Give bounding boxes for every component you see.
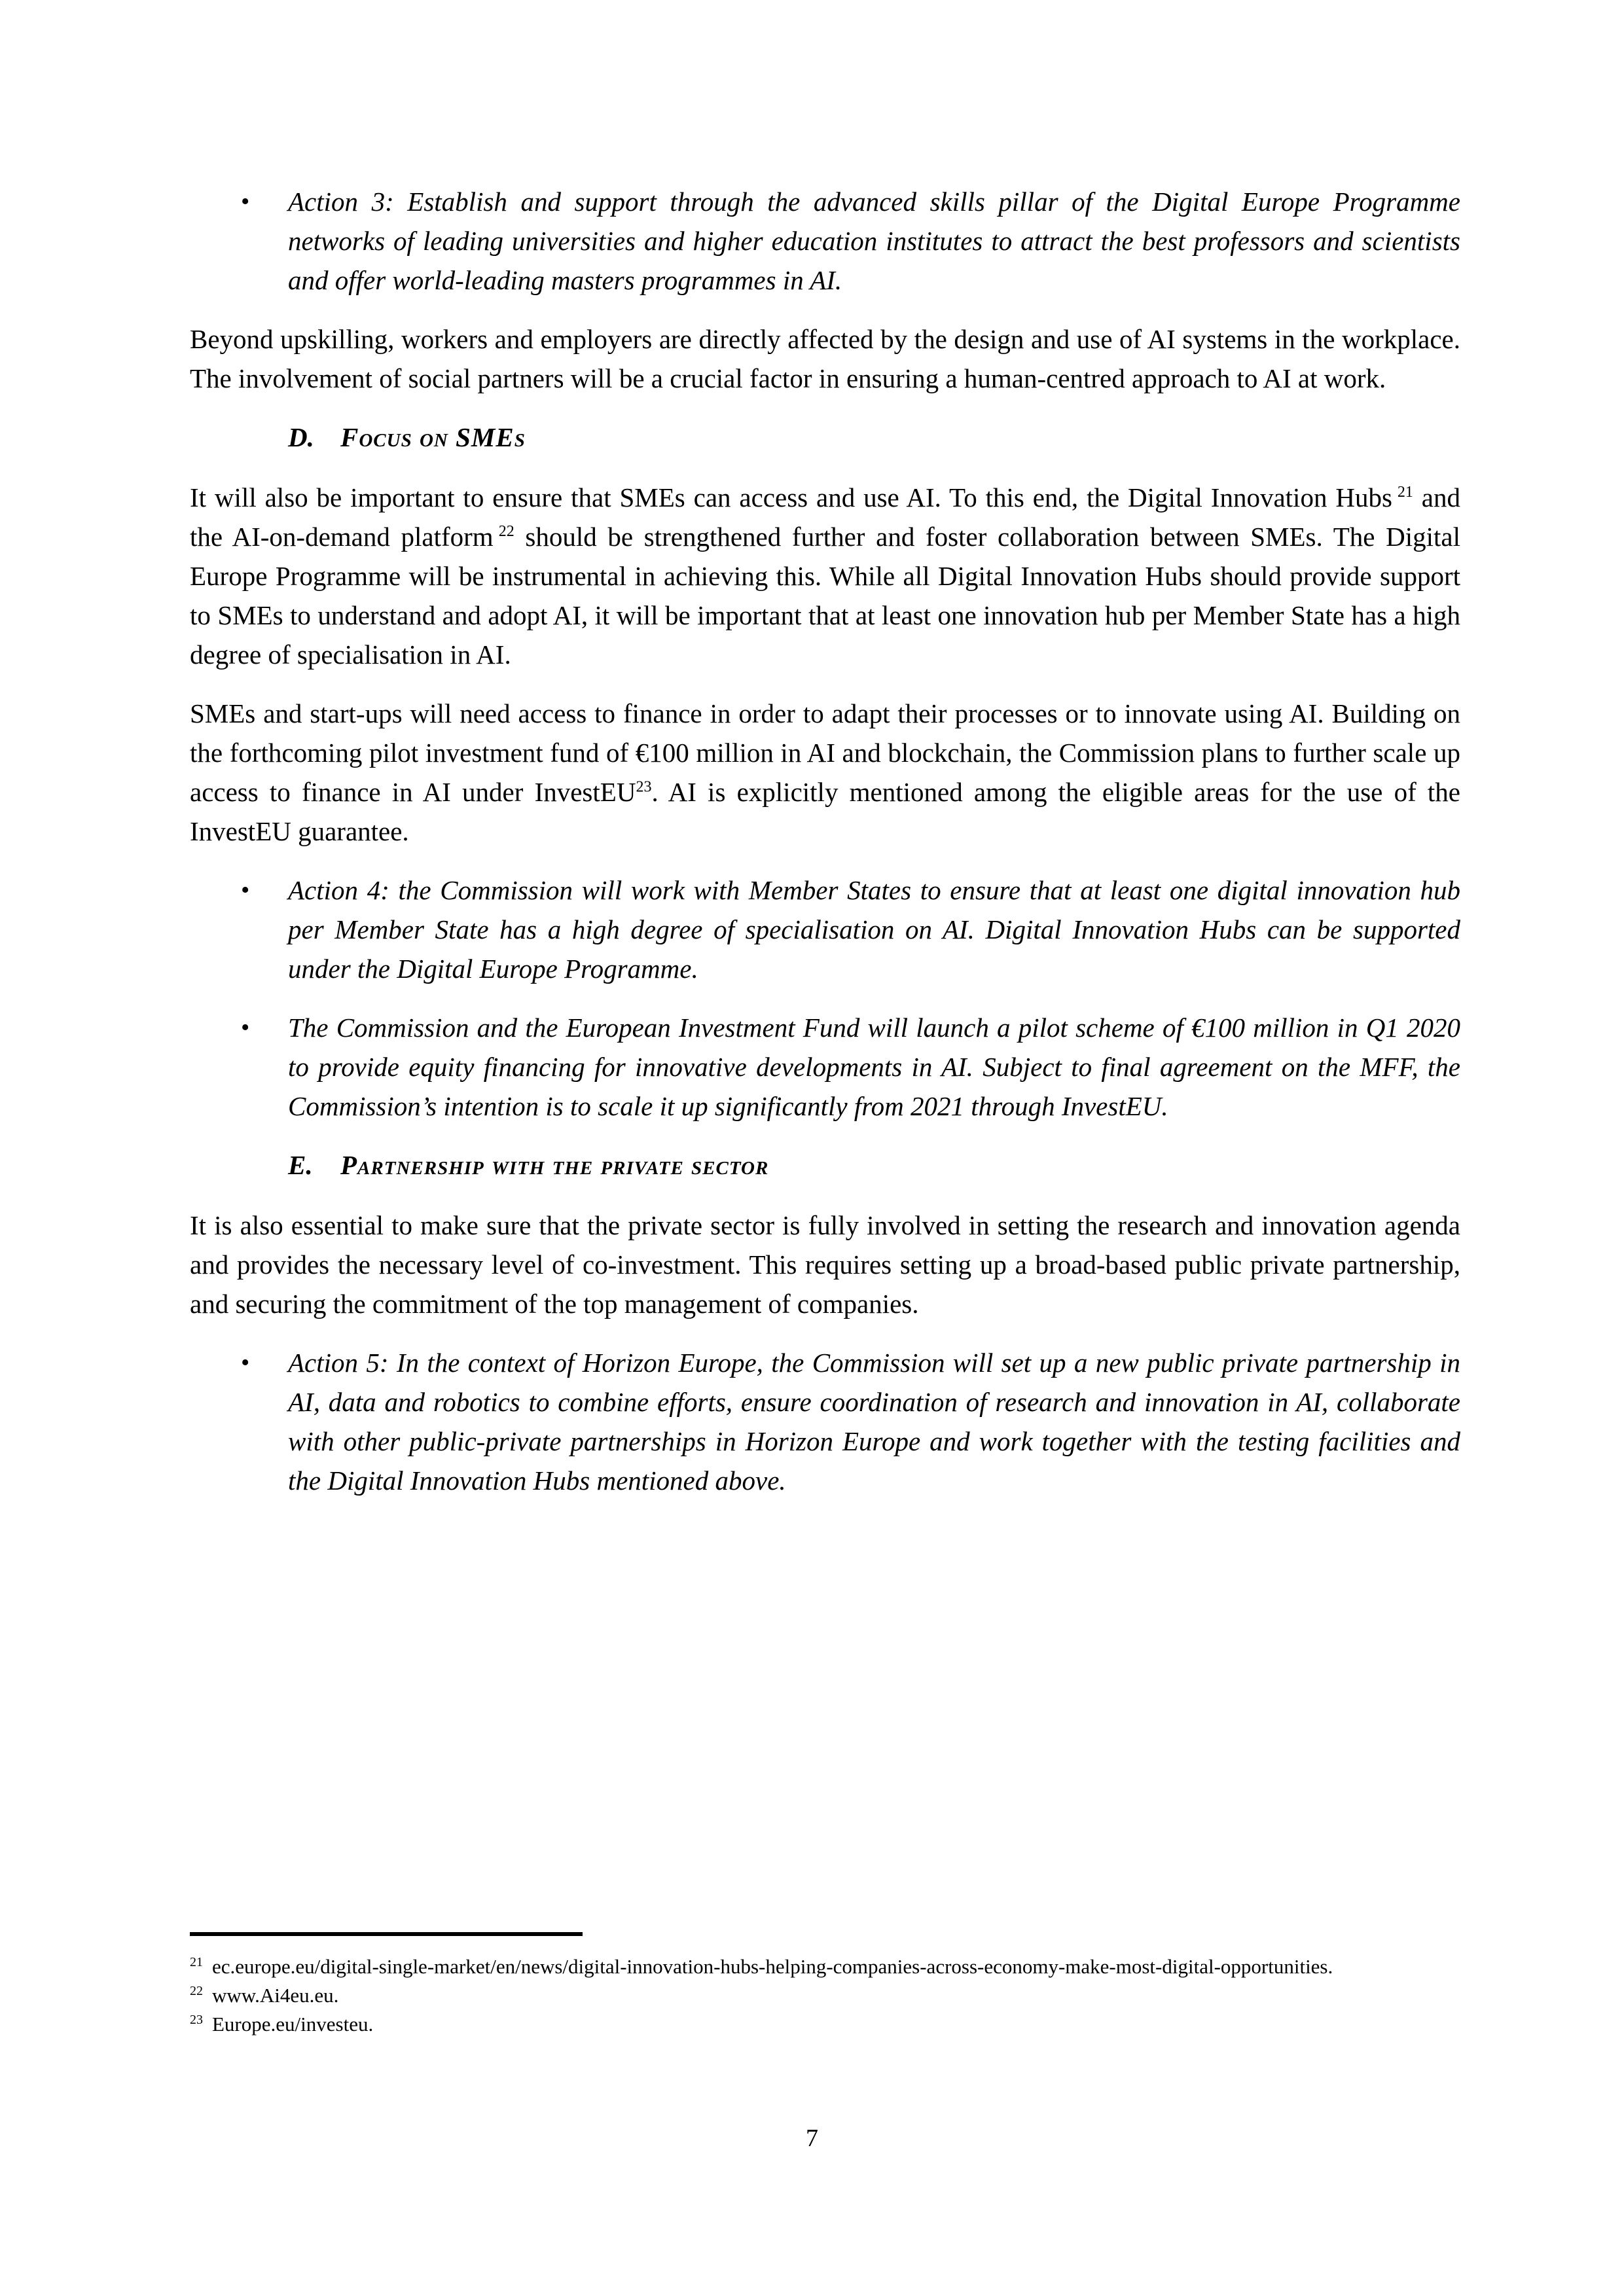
footnote-ref-22: 22 bbox=[498, 523, 514, 541]
list-item-action5 bbox=[190, 1343, 1460, 1500]
bullet-icon: • bbox=[241, 1349, 250, 1376]
section-letter-e: E. bbox=[288, 1150, 313, 1180]
bullet-icon: • bbox=[241, 188, 250, 215]
eif-pilot-scheme-text: The Commission and the European Investment Fund will launch a pilot scheme of €100 million in Q1 2020 to provide equity financing for innovative developments in AI. Subject to final agreement on the MFF, the Commission’s intention is to scale it up significantly from 2021 through InvestEU. bbox=[288, 1013, 1460, 1121]
footnote-23 bbox=[190, 2011, 1460, 2038]
paragraph-beyond-upskilling: Beyond upskilling, workers and employers are directly affected by the design and use of AI systems in the workplace. The involvement of social partners will be a crucial factor in ensuring a human-centred approach to AI at work. bbox=[190, 324, 1460, 393]
footnotes-section bbox=[190, 1932, 1460, 2039]
footnote-separator bbox=[190, 1932, 583, 1936]
section-heading-d bbox=[288, 418, 1460, 457]
footnote-text-23: Europe.eu/investeu. bbox=[212, 2013, 374, 2036]
paragraph-smes-startups bbox=[190, 694, 1460, 851]
paragraph-sme-access bbox=[190, 478, 1460, 674]
text-segment: and the AI-on-demand platform bbox=[190, 482, 1460, 552]
action5-text: Action 5: In the context of Horizon Europe, the Commission will set up a new public private partnership in AI, data and robotics to combine efforts, ensure coordination of research and innovation in AI, collaborate with other public-private partnerships in Horizon Europe and work together with the testing facilities and the Digital Innovation Hubs mentioned above. bbox=[288, 1348, 1460, 1496]
section-title-focus-on-smes: Focus on SMEs bbox=[340, 422, 526, 452]
section-title-partnership-private-sector: Partnership with the private sector bbox=[340, 1150, 769, 1180]
bullet-icon: • bbox=[241, 876, 250, 904]
footnote-22 bbox=[190, 1982, 1460, 2009]
footnote-text-22: www.Ai4eu.eu. bbox=[212, 1984, 339, 2007]
footnote-number-23: 23 bbox=[190, 2012, 203, 2027]
list-item-eif-pilot-scheme bbox=[190, 1008, 1460, 1126]
footnote-ref-23: 23 bbox=[636, 778, 652, 796]
footnote-ref-21: 21 bbox=[1397, 484, 1413, 501]
bullet-icon: • bbox=[241, 1014, 250, 1041]
paragraph-private-sector: It is also essential to make sure that the private sector is fully involved in setting the research and innovation agenda and provides the necessary level of co-investment. This requires setting up a broad-based public private partnership, and securing the commitment of the top management of companies. bbox=[190, 1210, 1460, 1319]
text-segment: SMEs and start-ups will need access to finance in order to adapt their processes or to innovate using AI. Building on the forthcoming pilot investment fund of €100 million in AI and blockchain, the Commission plans to further scale up access to finance in AI under InvestEU bbox=[190, 698, 1460, 807]
footnote-21 bbox=[190, 1953, 1460, 1981]
footnote-text-21: ec.europe.eu/digital-single-market/en/news/digital-innovation-hubs-helping-companies-across-economy-make-most-digital-opportunities. bbox=[212, 1955, 1333, 1978]
text-segment: . AI is explicitly mentioned among the eligible areas for the use of the InvestEU guarantee. bbox=[190, 777, 1460, 846]
action3-text: Action 3: Establish and support through the advanced skills pillar of the Digital Europe Programme networks of leading universities and higher education institutes to attract the best professors and scientists and offer world-leading masters programmes in AI. bbox=[288, 187, 1460, 295]
section-heading-e bbox=[288, 1145, 1460, 1185]
footnote-number-22: 22 bbox=[190, 1983, 203, 1998]
text-segment: It will also be important to ensure that SMEs can access and use AI. To this end, the Digital Innovation Hubs bbox=[190, 482, 1392, 512]
text-segment: should be strengthened further and foster collaboration between SMEs. The Digital Europe Programme will be instrumental in achieving this. While all Digital Innovation Hubs should provide support to SMEs to understand and adopt AI, it will be important that at least one innovation hub per Member State has a high degree of specialisation in AI. bbox=[190, 522, 1460, 670]
page-number: 7 bbox=[806, 2125, 818, 2152]
action4-text: Action 4: the Commission will work with Member States to ensure that at least one digital innovation hub per Member State has a high degree of specialisation on AI. Digital Innovation Hubs can be supported under the Digital Europe Programme. bbox=[288, 875, 1460, 984]
list-item-action4 bbox=[190, 870, 1460, 988]
footnote-number-21: 21 bbox=[190, 1954, 203, 1969]
list-item-action3 bbox=[190, 182, 1460, 300]
section-letter-d: D. bbox=[288, 422, 314, 452]
